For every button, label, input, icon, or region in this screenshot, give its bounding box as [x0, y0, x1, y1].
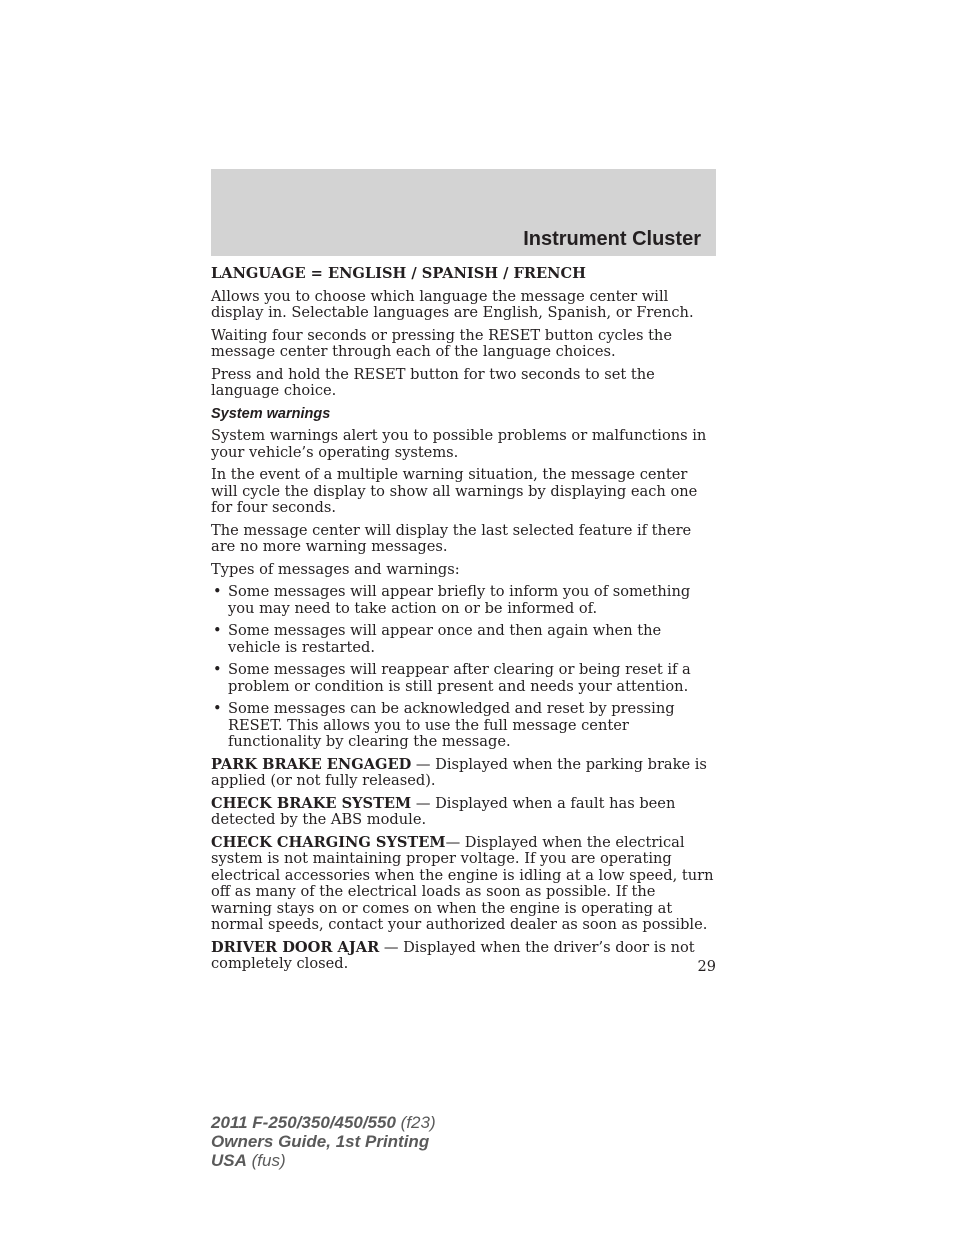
warning-term: CHECK BRAKE SYSTEM	[211, 794, 412, 812]
page-content	[211, 266, 717, 979]
warning-description: — Displayed when the electrical system is not maintaining proper voltage. If you are operating electrical accessories when the engine is idling at a low speed, turn off as many of the electrical loads as soon as possible. If the warning stays on or comes on when the engine is operating at normal speeds, contact your authorized dealer as soon as possible.	[211, 833, 714, 933]
warning-description: — Displayed when the parking brake is applied (or not fully released).	[211, 755, 707, 789]
paragraph: In the event of a multiple warning situation, the message center will cycle the display to show all warnings by displaying each one for four seconds.	[211, 466, 698, 516]
page-number: 29	[697, 959, 716, 975]
warning-driver-door	[211, 940, 717, 973]
footer-line-edition: Owners Guide, 1st Printing	[211, 1132, 430, 1151]
warning-term: DRIVER DOOR AJAR	[211, 938, 380, 956]
list-item: • Some messages will appear once and then again when the vehicle is restarted.	[211, 623, 717, 656]
paragraph: Allows you to choose which language the message center will display in. Selectable languages are English, Spanish, or French.	[211, 287, 694, 321]
list-item: • Some messages will reappear after clearing or being reset if a problem or condition is still present and needs your attention.	[211, 662, 717, 695]
paragraph: Types of messages and warnings:	[211, 560, 460, 578]
footer-line-model: 2011 F-250/350/450/550 (f23)	[211, 1113, 436, 1132]
warning-park-brake	[211, 757, 717, 790]
warning-term: CHECK CHARGING SYSTEM	[211, 833, 446, 851]
warning-term: PARK BRAKE ENGAGED	[211, 755, 412, 773]
footer-line-region: USA (fus)	[211, 1151, 286, 1170]
paragraph: Waiting four seconds or pressing the RESET button cycles the message center through each of the language choices.	[211, 326, 672, 360]
paragraph: System warnings alert you to possible problems or malfunctions in your vehicle’s operating systems.	[211, 427, 707, 461]
warning-description: — Displayed when a fault has been detected by the ABS module.	[211, 794, 676, 828]
warning-check-brake	[211, 796, 717, 829]
section-title: Instrument Cluster	[523, 228, 701, 250]
paragraph: Press and hold the RESET button for two seconds to set the language choice.	[211, 365, 655, 399]
warning-description: — Displayed when the driver’s door is not completely closed.	[211, 938, 695, 972]
language-heading: LANGUAGE = ENGLISH / SPANISH / FRENCH	[211, 265, 586, 282]
system-warnings-heading: System warnings	[211, 405, 331, 422]
list-item: • Some messages can be acknowledged and reset by pressing RESET. This allows you to use the full message center functionality by clearing the message.	[211, 701, 717, 751]
paragraph: The message center will display the last selected feature if there are no more warning messages.	[211, 521, 692, 555]
message-types-list	[211, 584, 717, 751]
section-header-band	[211, 169, 716, 256]
list-item: • Some messages will appear briefly to inform you of something you may need to take action on or be informed of.	[211, 584, 717, 617]
document-footer	[211, 1113, 436, 1170]
warning-check-charging	[211, 835, 717, 934]
